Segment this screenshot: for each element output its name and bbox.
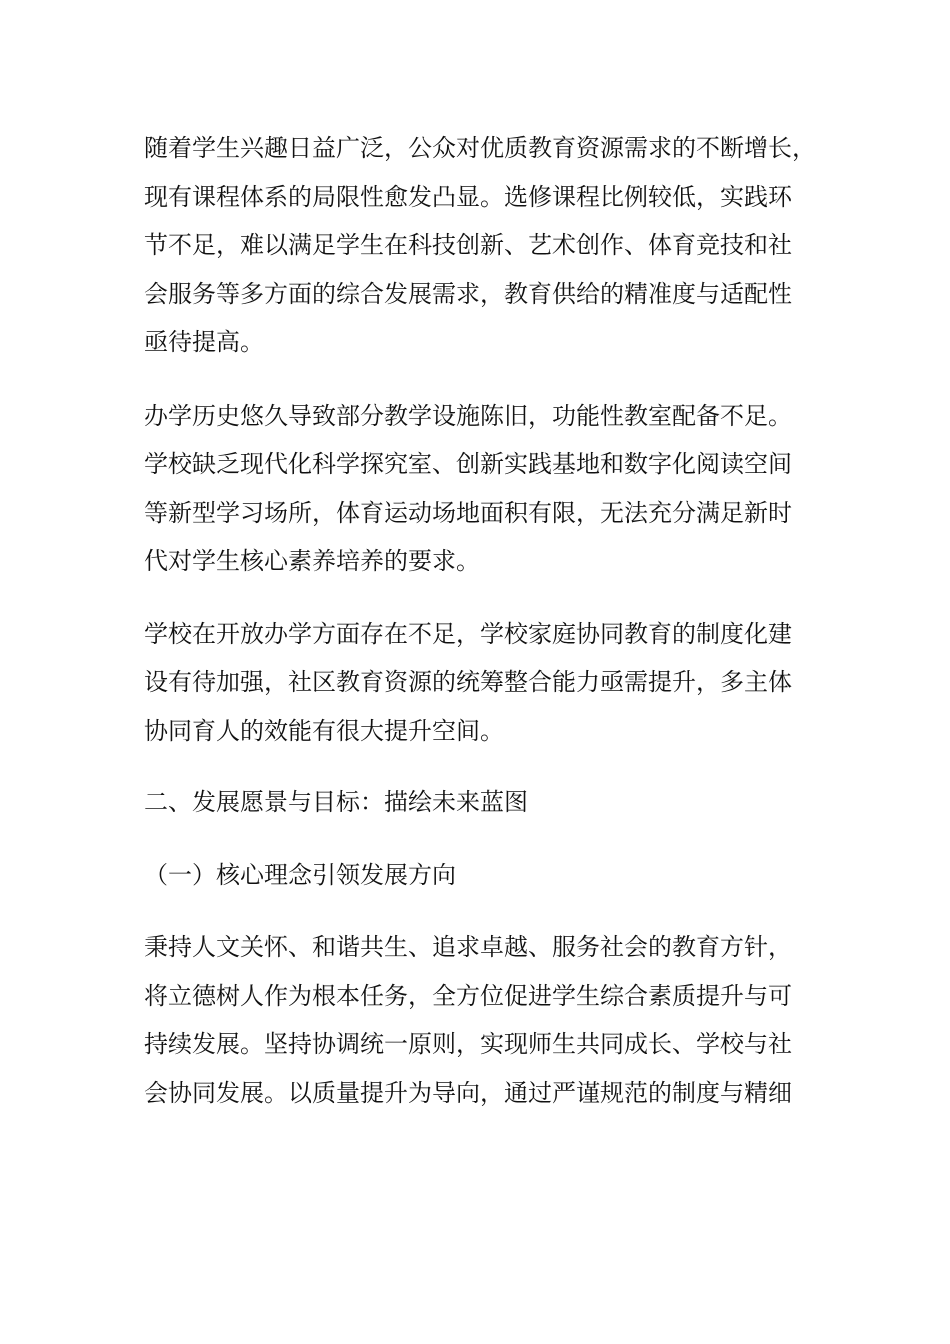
text-line: 将立德树人作为根本任务，全方位促进学生综合素质提升与可 bbox=[144, 981, 792, 1010]
text-line: 办学历史悠久导致部分教学设施陈旧，功能性教室配备不足。 bbox=[144, 401, 792, 430]
text-line: 现有课程体系的局限性愈发凸显。选修课程比例较低，实践环 bbox=[144, 182, 792, 211]
section-heading bbox=[144, 778, 812, 827]
paragraph-core-philosophy bbox=[144, 923, 812, 1117]
paragraph-curriculum-limits bbox=[144, 124, 816, 367]
text-line: 设有待加强，社区教育资源的统筹整合能力亟需提升，多主体 bbox=[144, 668, 792, 696]
text-line: 随着学生兴趣日益广泛，公众对优质教育资源需求的不断增长， bbox=[144, 134, 816, 162]
text-line: 持续发展。坚持协调统一原则，实现师生共同成长、学校与社 bbox=[144, 1030, 792, 1058]
paragraph-facilities bbox=[144, 392, 812, 586]
paragraph-open-education bbox=[144, 610, 812, 756]
text-line: 会服务等多方面的综合发展需求，教育供给的精准度与适配性 bbox=[144, 279, 792, 308]
subsection-heading bbox=[144, 851, 812, 900]
subsection-heading-text: （一）核心理念引领发展方向 bbox=[144, 860, 456, 889]
text-line: 秉持人文关怀、和谐共生、追求卓越、服务社会的教育方针， bbox=[144, 933, 792, 961]
text-line: 亟待提高。 bbox=[144, 328, 264, 356]
text-line: 代对学生核心素养培养的要求。 bbox=[144, 547, 480, 575]
document-page bbox=[144, 124, 816, 1117]
section-heading-text: 二、发展愿景与目标：描绘未来蓝图 bbox=[144, 788, 528, 816]
text-line: 学校在开放办学方面存在不足，学校家庭协同教育的制度化建 bbox=[144, 619, 792, 648]
text-line: 协同育人的效能有很大提升空间。 bbox=[144, 716, 504, 745]
text-line: 等新型学习场所，体育运动场地面积有限，无法充分满足新时 bbox=[144, 498, 792, 527]
text-line: 学校缺乏现代化科学探究室、创新实践基地和数字化阅读空间 bbox=[144, 450, 792, 478]
text-line: 节不足，难以满足学生在科技创新、艺术创作、体育竞技和社 bbox=[144, 231, 792, 259]
text-line: 会协同发展。以质量提升为导向，通过严谨规范的制度与精细 bbox=[144, 1078, 792, 1107]
